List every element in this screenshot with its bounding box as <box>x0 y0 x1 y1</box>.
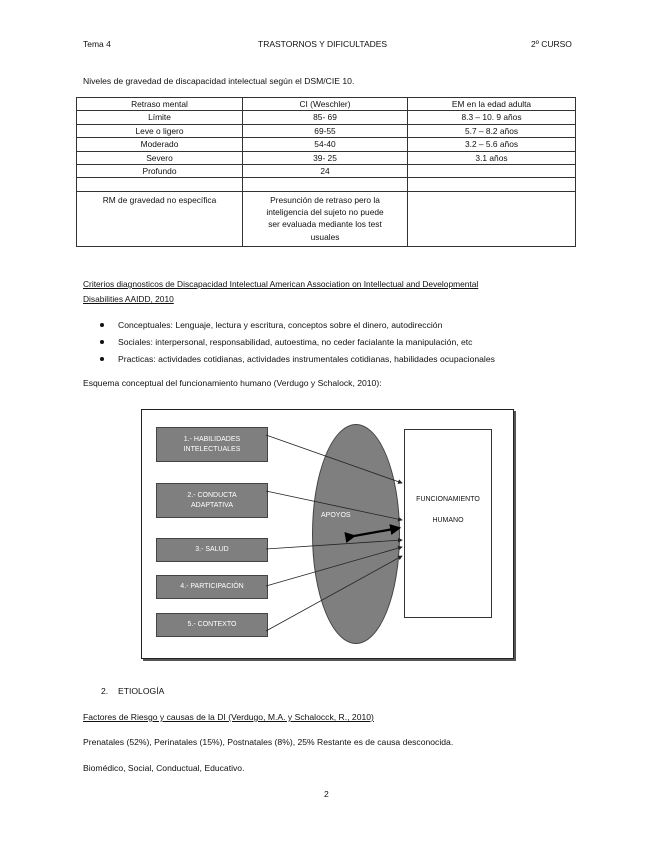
table-cell-line: inteligencia del sujeto no puede <box>266 207 384 218</box>
diagram-arrows <box>142 410 513 658</box>
criterios-title-line2: Disabilities AAIDD, 2010 <box>83 294 174 304</box>
table-row <box>77 138 576 151</box>
section-title: ETIOLOGÍA <box>118 686 165 696</box>
box-line: 2.- CONDUCTA <box>187 491 237 499</box>
bullet-icon <box>100 323 104 327</box>
table-row <box>77 151 576 164</box>
box-line: 1.- HABILIDADES <box>183 435 241 443</box>
table-cell-line: ser evaluada mediante los test <box>268 219 382 230</box>
list-item <box>100 352 495 369</box>
funcionamiento-label: FUNCIONAMIENTO <box>416 496 480 503</box>
table-header-cell: CI (Weschler) <box>243 98 408 111</box>
apoyos-label: APOYOS <box>321 512 351 519</box>
criterios-list <box>100 318 495 369</box>
header-left: Tema 4 <box>83 39 111 49</box>
table-row <box>77 124 576 137</box>
criterios-title-line1: Criterios diagnosticos de Discapacidad Intelectual American Association on Intellectual and Developmental <box>83 279 479 289</box>
table-cell: Profundo <box>77 164 243 177</box>
biomedico-text: Biomédico, Social, Conductual, Educativo. <box>83 763 245 773</box>
arrow-habilidades <box>266 435 402 483</box>
table-cell <box>408 178 576 191</box>
table-cell: 8.3 – 10. 9 años <box>408 111 576 124</box>
table-cell: Severo <box>77 151 243 164</box>
table-cell-multiline <box>243 191 408 246</box>
table-cell <box>243 178 408 191</box>
table-cell: 3.2 – 5.6 años <box>408 138 576 151</box>
list-item-text: Practicas: actividades cotidianas, actividades instrumentales cotidianas, habilidades ocupacionales <box>118 354 495 364</box>
table-cell <box>408 164 576 177</box>
table-cell: 3.1 años <box>408 151 576 164</box>
box-line: 3.- SALUD <box>195 546 229 553</box>
severity-table <box>76 97 576 247</box>
arrow-participacion <box>266 547 402 586</box>
table-cell: Límite <box>77 111 243 124</box>
box-line: INTELECTUALES <box>183 445 241 453</box>
table-cell: 69-55 <box>243 124 408 137</box>
arrow-contexto <box>266 556 402 631</box>
arrow-salud <box>266 540 402 549</box>
table-cell: 5.7 – 8.2 años <box>408 124 576 137</box>
table-cell: 39- 25 <box>243 151 408 164</box>
list-item-text: Conceptuales: Lenguaje, lectura y escritura, conceptos sobre el dinero, autodirección <box>118 320 443 330</box>
table-cell: RM de gravedad no específica <box>77 191 243 246</box>
apoyos-double-arrow <box>354 528 399 536</box>
header-center: TRASTORNOS Y DIFICULTADES <box>258 39 388 49</box>
table-row <box>77 164 576 177</box>
table-header-row <box>77 98 576 111</box>
prenatales-text: Prenatales (52%), Perinatales (15%), Postnatales (8%), 25% Restante es de causa desconocida. <box>83 737 454 747</box>
box-line: ADAPTATIVA <box>190 501 233 509</box>
intro-text: Niveles de gravedad de discapacidad intelectual según el DSM/CIE 10. <box>83 76 355 86</box>
box-line: 5.- CONTEXTO <box>187 621 237 628</box>
table-cell: Leve o ligero <box>77 124 243 137</box>
list-item <box>100 335 495 352</box>
table-cell: 54-40 <box>243 138 408 151</box>
table-header-cell: Retraso mental <box>77 98 243 111</box>
bullet-icon <box>100 357 104 361</box>
header-right: 2º CURSO <box>531 39 572 49</box>
table-cell: Moderado <box>77 138 243 151</box>
table-header-cell: EM en la edad adulta <box>408 98 576 111</box>
table-cell <box>77 178 243 191</box>
table-cell: 85- 69 <box>243 111 408 124</box>
page-number: 2 <box>324 789 329 799</box>
table-cell-line: Presunción de retraso pero la <box>270 194 380 205</box>
bullet-icon <box>100 340 104 344</box>
humano-label: HUMANO <box>432 517 464 524</box>
box-line: 4.- PARTICIPACIÓN <box>180 583 244 590</box>
section-number: 2. <box>101 686 109 696</box>
factores-title: Factores de Riesgo y causas de la DI (Verdugo, M.A. y Schalocck, R., 2010) <box>83 712 374 722</box>
arrow-conducta <box>266 491 402 520</box>
list-item <box>100 318 495 335</box>
esquema-caption: Esquema conceptual del funcionamiento humano (Verdugo y Schalock, 2010): <box>83 378 382 388</box>
table-row <box>77 191 576 246</box>
table-row <box>77 178 576 191</box>
table-cell-line: usuales <box>310 231 340 242</box>
funcionamiento-diagram <box>141 409 514 659</box>
table-cell <box>408 191 576 246</box>
list-item-text: Sociales: interpersonal, responsabilidad, autoestima, no ceder facialante la manipulación, etc <box>118 337 473 347</box>
table-cell: 24 <box>243 164 408 177</box>
table-row <box>77 111 576 124</box>
